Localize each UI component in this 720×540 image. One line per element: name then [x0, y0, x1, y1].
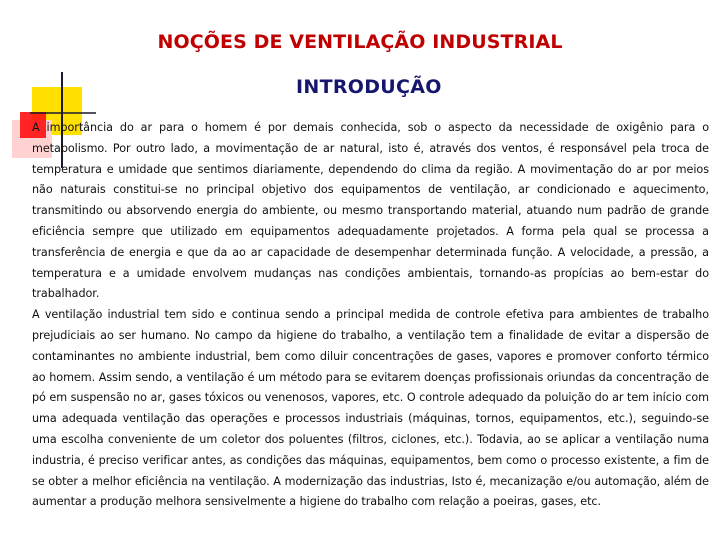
paragraph: A importância do ar para o homem é por demais conhecida, sob o aspecto da necessidade de oxigênio para o metabolismo. Por outro lado, a movimentação de ar natural, isto é, através dos ventos, é responsável pela troca de temperatura e umidade que sentimos diariamente, dependendo do clima da região. A movimentação do ar por meios não naturais constitui-se no principal objetivo dos equipamentos de ventilação, ar condicionado e aquecimento, transmitindo ou absorvendo energia do ambiente, ou mesmo transportando material, atuando num padrão de grande eficiência sempre que utilizado em equipamentos adequadamente projetados. A forma pela qual se processa a transferência de energia e que da ao ar capacidade de desempenhar determinada função. A velocidade, a pressão, a temperatura e a umidade envolvem mudanças nas condições ambientais, tornando-as propícias ao bem-estar do trabalhador. [32, 121, 709, 301]
body-text [32, 118, 709, 513]
page-title: NOÇÕES DE VENTILAÇÃO INDUSTRIAL [157, 31, 563, 53]
paragraph: A ventilação industrial tem sido e continua sendo a principal medida de controle efetiva para ambientes de trabalho prejudiciais ao ser humano. No campo da higiene do trabalho, a ventilação tem a finalidade de evitar a dispersão de contaminantes no ambiente industrial, bem como diluir concentrações de gases, vapores e promover conforto térmico ao homem. Assim sendo, a ventilação é um método para se evitarem doenças profissionais oriundas da concentração de pó em suspensão no ar, gases tóxicos ou venenosos, vapores, etc. O controle adequado da poluição do ar tem início com uma adequada ventilação das operações e processos industriais (máquinas, tornos, equipamentos, etc.), seguindo-se uma escolha conveniente de um coletor dos poluentes (filtros, ciclones, etc.). Todavia, ao se aplicar a ventilação numa industria, é preciso verificar antes, as condições das máquinas, equipamentos, bem como o processo existente, a fim de se obter a melhor eficiência na ventilação. A modernização das industrias, Isto é, mecanização e/ou automação, além de aumentar a produção melhora sensivelmente a higiene do trabalho com relação a poeiras, gases, etc. [32, 308, 709, 509]
section-heading: INTRODUÇÃO [296, 76, 442, 98]
